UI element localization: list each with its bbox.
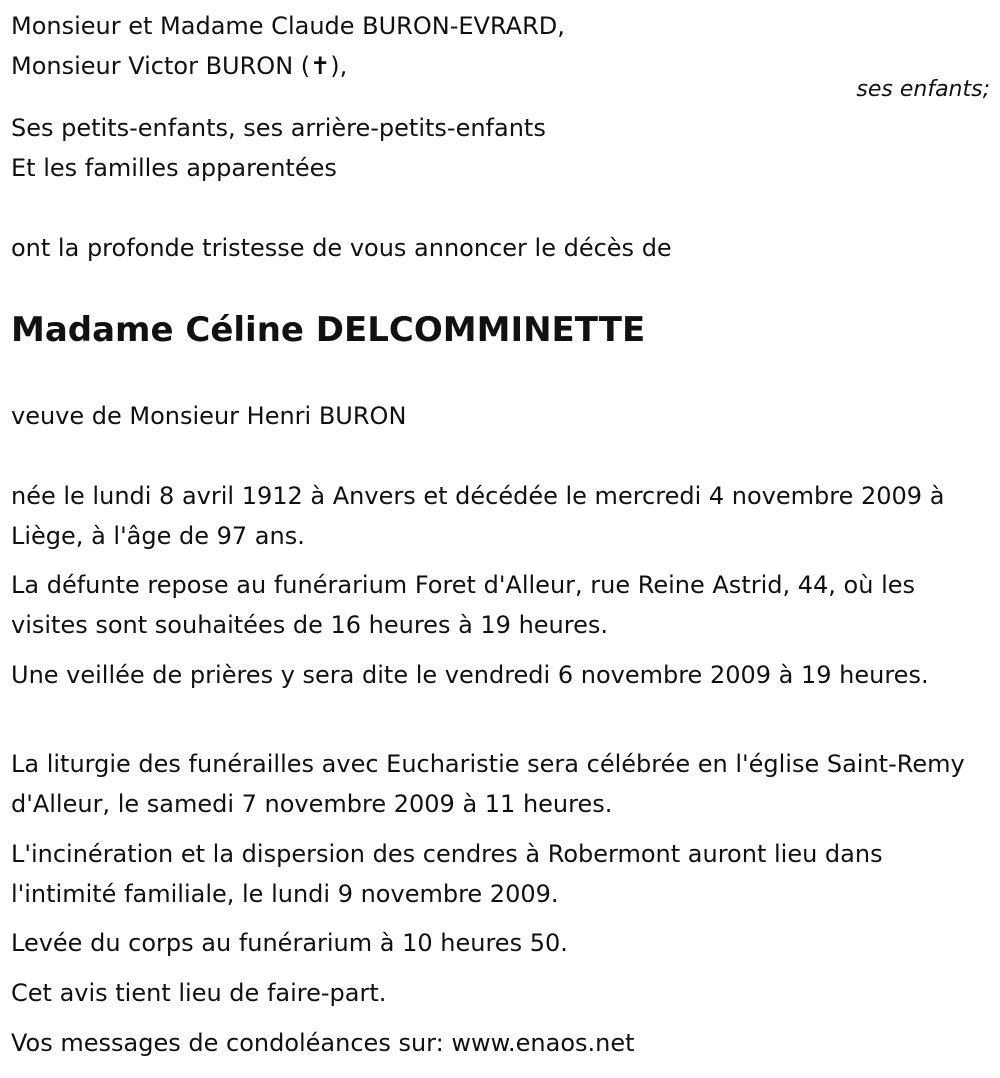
deceased-name: Madame Céline DELCOMMINETTE: [11, 310, 646, 350]
lifting-paragraph: Levée du corps au funérarium à 10 heures 50.: [11, 929, 568, 957]
announcement-text: ont la profonde tristesse de vous annoncer le décès de: [11, 234, 672, 262]
vigil-paragraph: Une veillée de prières y sera dite le vendredi 6 novembre 2009 à 19 heures.: [11, 661, 929, 689]
repose-paragraph: La défunte repose au funérarium Foret d'Alleur, rue Reine Astrid, 44, où les visites sont souhaitées de 16 heures à 19 heures.: [11, 571, 916, 639]
header-line-1: Monsieur et Madame Claude BURON-EVRARD,: [11, 12, 565, 40]
liturgy-paragraph: La liturgie des funérailles avec Eucharistie sera célébrée en l'église Saint-Remy d'Alleur, le samedi 7 novembre 2009 à 11 heures.: [11, 750, 965, 818]
family-line-2: Et les familles apparentées: [11, 154, 337, 182]
family-line-1: Ses petits-enfants, ses arrière-petits-enfants: [11, 114, 546, 142]
relation-note: ses enfants;: [856, 77, 990, 102]
cremation-paragraph: L'incinération et la dispersion des cendres à Robermont auront lieu dans l'intimité familiale, le lundi 9 novembre 2009.: [11, 840, 883, 908]
notice-paragraph: Cet avis tient lieu de faire-part.: [11, 979, 387, 1007]
birth-death-paragraph: née le lundi 8 avril 1912 à Anvers et décédée le mercredi 4 novembre 2009 à Liège, à l'âge de 97 ans.: [11, 482, 945, 550]
widow-of-text: veuve de Monsieur Henri BURON: [11, 402, 407, 430]
condolences-paragraph: Vos messages de condoléances sur: www.enaos.net: [11, 1029, 635, 1057]
header-line-2: Monsieur Victor BURON (✝),: [11, 52, 348, 80]
